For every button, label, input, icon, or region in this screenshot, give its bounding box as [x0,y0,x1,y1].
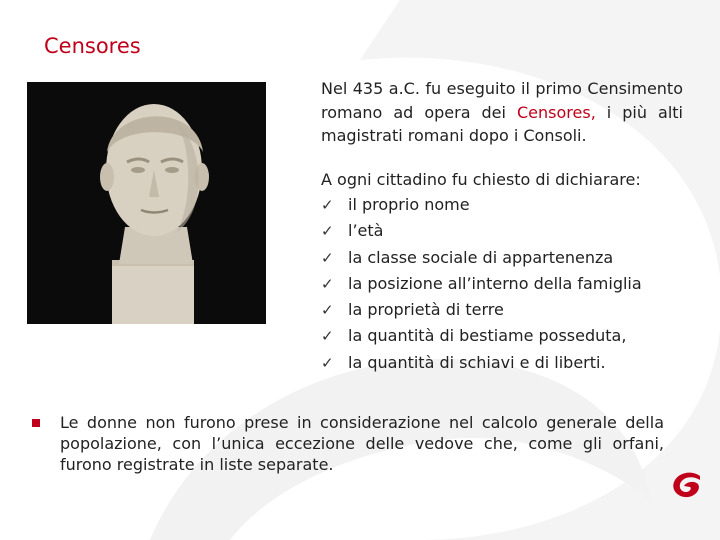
list-item-text: il proprio nome [348,195,470,214]
list-item [321,350,642,376]
checkmark-icon: ✓ [321,222,334,241]
censores-highlight: Censores, [517,102,596,122]
list-item [321,192,642,218]
list-item [321,271,642,297]
company-logo-icon [670,470,704,500]
list-item-text: la proprietà di terre [348,300,504,320]
slide-title: Censores [44,34,141,58]
list-item [321,323,642,349]
intro-text-1: Nel 435 a.C. fu eseguito il primo Censimento romano ad opera dei [321,79,683,122]
list-item-text: la quantità di schiavi e di liberti. [348,352,606,372]
list-item [321,218,642,244]
declaration-checklist [321,192,642,376]
note-paragraph [60,412,664,475]
intro-paragraph [321,77,683,148]
checkmark-icon: ✓ [321,196,334,214]
square-bullet-icon [32,419,40,427]
roman-bust-photo [27,82,266,324]
list-item-text: la posizione all’interno della famiglia [348,273,642,293]
checkmark-icon: ✓ [321,353,334,372]
list-item-text: la classe sociale di appartenenza [348,247,614,267]
intro-text-2: i più alti magistrati romani dopo i Consoli. [321,102,683,146]
checkmark-icon: ✓ [321,248,334,267]
note-bold-text: Le donne non furono prese in considerazione nel calcolo generale della popolazione [60,413,664,453]
list-item [321,297,642,323]
checkmark-icon: ✓ [321,274,334,293]
declaration-prompt: A ogni cittadino fu chiesto di dichiarare: [321,170,641,189]
checkmark-icon: ✓ [321,327,334,346]
list-item-text: la quantità di bestiame posseduta, [348,326,627,346]
note-rest-text: , con l’unica eccezione delle vedove che, come gli orfani, furono registrate in liste separate. [60,434,664,474]
list-item-text: l’età [348,221,384,241]
list-item [321,245,642,271]
checkmark-icon: ✓ [321,301,334,320]
